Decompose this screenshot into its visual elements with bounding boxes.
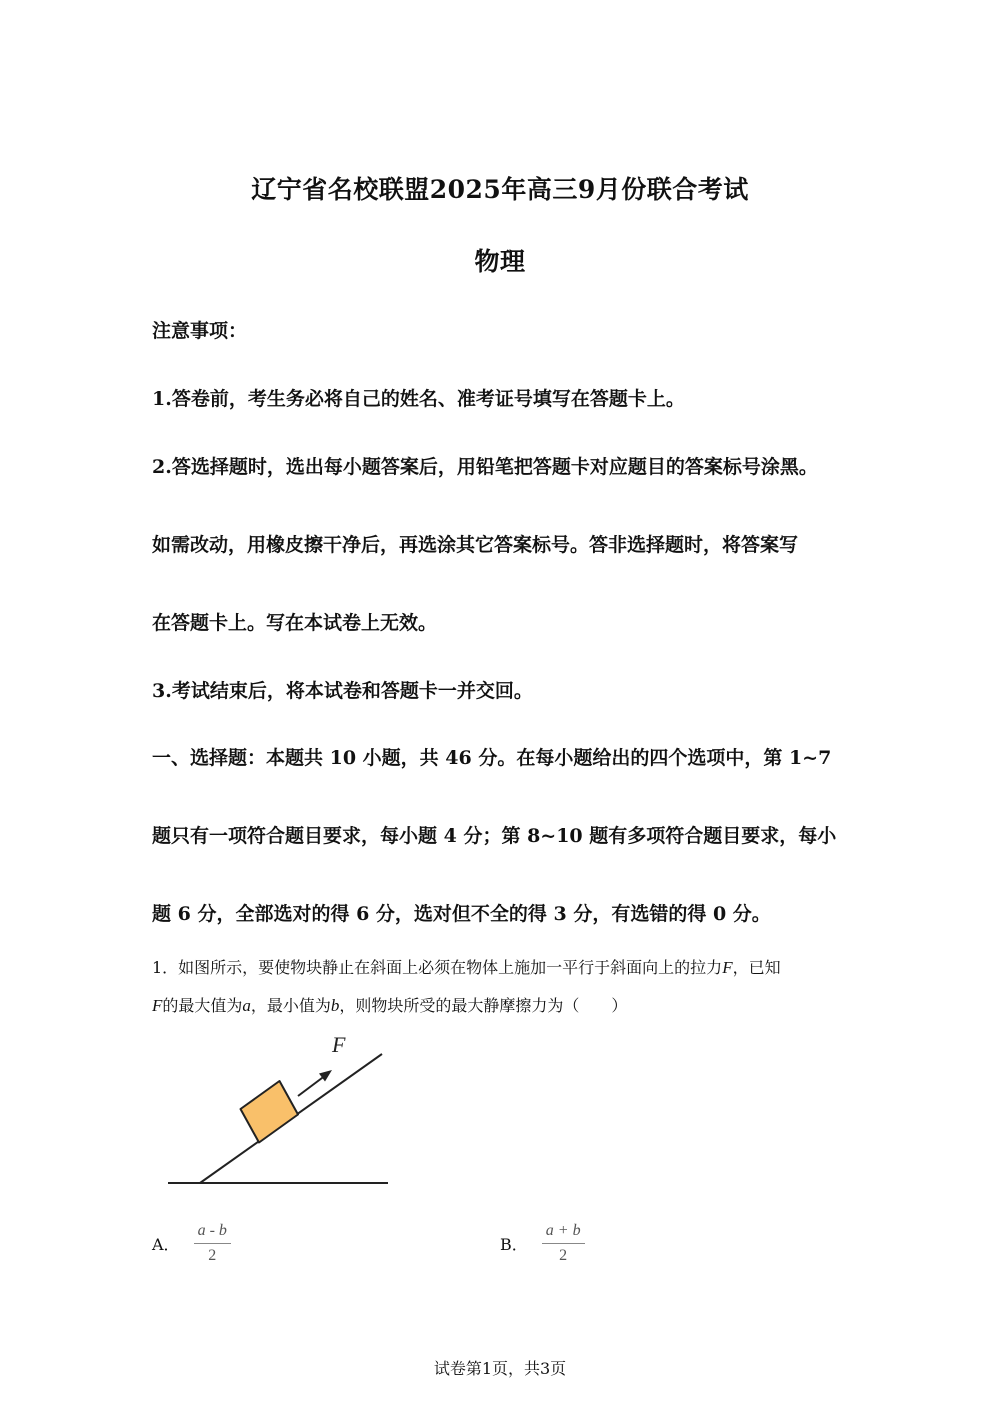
force-arrow-shaft [298, 1075, 326, 1096]
question-1-text-part: 1．如图所示，要使物块静止在斜面上必须在物体上施加一平行于斜面向上的拉力 [152, 958, 723, 977]
notice-item-3: 3.考试结束后，将本试卷和答题卡一并交回。 [152, 680, 533, 702]
option-b-numerator: a + b [542, 1222, 585, 1244]
notice-item-1: 1.答卷前，考生务必将自己的姓名、准考证号填写在答题卡上。 [152, 388, 685, 410]
section1-instructions-line-1: 一、选择题：本题共 10 小题，共 46 分。在每小题给出的四个选项中，第 1~7 [152, 747, 832, 769]
section1-instructions-line-2: 题只有一项符合题目要求，每小题 4 分；第 8~10 题有多项符合题目要求，每小 [152, 825, 837, 847]
incline-diagram [160, 1030, 400, 1195]
question-1-text-part: ，已知 [732, 958, 781, 977]
option-a-fraction [194, 1222, 231, 1265]
section1-instructions-line-3: 题 6 分，全部选对的得 6 分，选对但不全的得 3 分，有选错的得 0 分。 [152, 903, 771, 925]
exam-subject: 物理 [474, 247, 526, 276]
variable-f: F [722, 958, 733, 977]
option-b-label: B． [500, 1235, 528, 1254]
variable-b: b [330, 996, 340, 1015]
option-a-label: A． [152, 1235, 180, 1254]
option-b[interactable] [500, 1222, 585, 1265]
option-a-denominator: 2 [208, 1247, 217, 1264]
option-a[interactable] [152, 1222, 231, 1265]
notice-item-2-line-1: 2.答选择题时，选出每小题答案后，用铅笔把答题卡对应题目的答案标号涂黑。 [152, 456, 818, 478]
option-b-denominator: 2 [559, 1247, 568, 1264]
force-label: F [332, 1032, 346, 1057]
page-footer: 试卷第1页，共3页 [433, 1359, 567, 1378]
option-a-numerator: a - b [194, 1222, 231, 1244]
question-1-text-part: ，则物块所受的最大静摩擦力为（ ） [339, 996, 628, 1015]
notice-item-2-line-3: 在答题卡上。写在本试卷上无效。 [152, 612, 438, 634]
option-b-fraction [542, 1222, 585, 1265]
variable-f: F [152, 996, 163, 1015]
question-1-line-2 [152, 993, 852, 1016]
notice-item-2-line-2: 如需改动，用橡皮擦干净后，再选涂其它答案标号。答非选择题时，将答案写 [152, 534, 799, 556]
exam-title: 辽宁省名校联盟2025年高三9月份联合考试 [251, 175, 749, 204]
question-1-text-part: 的最大值为 [162, 996, 243, 1015]
variable-a: a [242, 996, 251, 1015]
block [241, 1081, 299, 1143]
question-1-line-1 [152, 955, 852, 978]
notice-heading: 注意事项： [152, 320, 248, 342]
question-1-text-part: ，最小值为 [250, 996, 331, 1015]
